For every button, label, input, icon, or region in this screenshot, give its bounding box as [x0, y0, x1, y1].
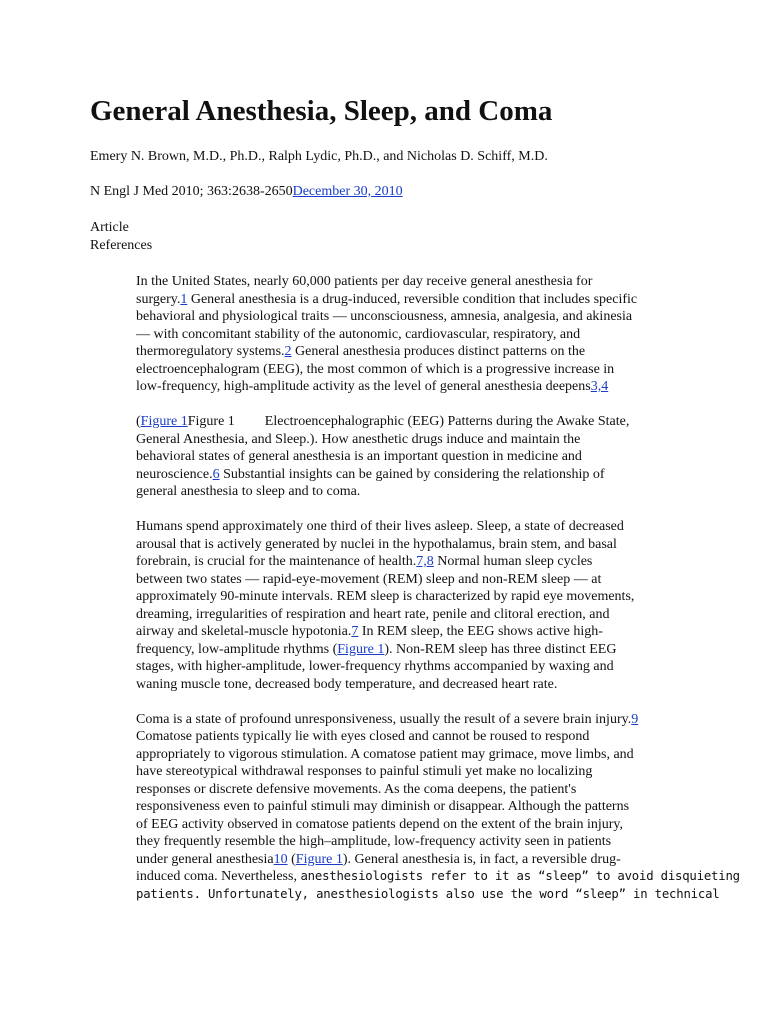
figure-1-link[interactable]: Figure 1	[140, 414, 188, 429]
text-run: neuroscience.	[136, 466, 213, 482]
text-run: airway and skeletal-muscle hypotonia.	[136, 624, 352, 639]
article-title: General Anesthesia, Sleep, and Coma	[90, 95, 553, 127]
text-run: General anesthesia produces distinct patterns on the	[291, 344, 586, 359]
text-line: Humans spend approximately one third of their lives asleep. Sleep, a state of decreased	[136, 519, 624, 534]
text-line	[136, 623, 688, 641]
text-line	[136, 851, 688, 869]
ref-link-6[interactable]: 6	[212, 466, 220, 482]
text-line: In the United States, nearly 60,000 patients per day receive general anesthesia for	[136, 274, 593, 289]
text-line	[136, 466, 688, 484]
text-line: Comatose patients typically lie with eyes closed and cannot be roused to respond	[136, 729, 590, 744]
text-line: of EEG activity observed in comatose patients depend on the extent of the brain injury,	[136, 816, 624, 832]
text-run: induced coma. Nevertheless,	[136, 869, 301, 884]
paragraph-2	[136, 413, 688, 501]
text-run: (	[136, 414, 141, 429]
ref-link-9[interactable]: 9	[631, 711, 639, 727]
text-line: stages, with higher-amplitude, lower-frequency rhythms accompanied by waxing and	[136, 659, 614, 674]
text-run: ). Non-REM sleep has three distinct EEG	[384, 641, 617, 657]
text-run: Coma is a state of profound unresponsiveness, usually the result of a severe brain injury.	[136, 711, 632, 727]
ref-link-10[interactable]: 10	[273, 851, 288, 867]
text-line	[136, 553, 688, 571]
text-run: low-frequency, high-amplitude activity as the level of general anesthesia deepens	[136, 379, 591, 394]
text-line: responsiveness even to painful stimuli may diminish or disappear. Although the patterns	[136, 799, 630, 814]
text-line	[136, 343, 688, 361]
text-line	[136, 711, 688, 729]
text-run: Normal human sleep cycles	[433, 554, 593, 569]
text-run: frequency, low-amplitude rhythms (	[136, 641, 338, 657]
text-line	[136, 378, 688, 396]
article-nav	[90, 219, 152, 254]
ref-link-2[interactable]: 2	[284, 344, 292, 359]
paragraph-3	[136, 518, 688, 693]
text-line: appropriately to vigorous stimulation. A comatose patient may grimace, move limbs, and	[136, 746, 634, 762]
paragraph-4	[136, 711, 740, 904]
text-line: patients. Unfortunately, anesthesiologists also use the word “sleep” in technical	[136, 886, 720, 901]
article-citation	[90, 183, 403, 201]
text-line	[136, 868, 740, 886]
ref-link-7[interactable]: 7	[351, 624, 359, 639]
ref-link-1[interactable]: 1	[180, 291, 188, 307]
text-line: dreaming, irregularities of respiration and heart rate, penile and clitoral erection, and	[136, 606, 610, 622]
figure-1-link[interactable]: Figure 1	[337, 641, 385, 657]
article-body	[136, 273, 740, 921]
text-run: (	[287, 851, 296, 867]
nav-article[interactable]: Article	[90, 220, 129, 235]
text-line: behavioral and physiological traits — unconsciousness, amnesia, analgesia, and akinesia	[136, 309, 633, 324]
text-line: arousal that is actively generated by nuclei in the hypothalamus, brain stem, and basal	[136, 536, 617, 552]
text-run: surgery.	[136, 291, 181, 307]
text-line: waning muscle tone, decreased body temperature, and decreased heart rate.	[136, 676, 558, 692]
text-run: forebrain, is crucial for the maintenance of health.	[136, 554, 417, 569]
text-run: ). General anesthesia is, in fact, a reversible drug-	[342, 851, 621, 867]
ref-link-3-4[interactable]: 3,4	[590, 379, 609, 394]
text-line: general anesthesia to sleep and to coma.	[136, 484, 361, 499]
journal-reference: N Engl J Med 2010; 363:2638-2650	[90, 184, 293, 199]
text-line: have stereotypical withdrawal responses to painful stimuli yet make no localizing	[136, 764, 593, 779]
text-line: between two states — rapid-eye-movement (REM) sleep and non-REM sleep — at	[136, 571, 602, 587]
text-line: General Anesthesia, and Sleep.). How anesthetic drugs induce and maintain the	[136, 431, 581, 447]
text-line: electroencephalogram (EEG), the most common of which is a progressive increase in	[136, 361, 615, 377]
publication-date-link[interactable]: December 30, 2010	[292, 184, 403, 199]
text-line: behavioral states of general anesthesia is an important question in medicine and	[136, 449, 582, 464]
text-run: In REM sleep, the EEG shows active high-	[358, 624, 603, 639]
text-line: approximately 90-minute intervals. REM sleep is characterized by rapid eye movements,	[136, 589, 635, 604]
text-run: thermoregulatory systems.	[136, 344, 285, 359]
text-line: they frequently resemble the high–amplitude, low-frequency activity seen in patients	[136, 834, 612, 849]
figure-label: Figure 1	[187, 414, 235, 429]
text-line: responses or discrete defensive movements. As the coma deepens, the patient's	[136, 781, 577, 797]
text-line: — with concomitant stability of the autonomic, cardiovascular, respiratory, and	[136, 326, 581, 342]
text-run: anesthesiologists refer to it as “sleep” to avoid disquieting	[300, 869, 740, 883]
paragraph-1	[136, 273, 688, 396]
text-line	[136, 413, 688, 431]
text-run: Substantial insights can be gained by considering the relationship of	[219, 466, 605, 482]
article-authors: Emery N. Brown, M.D., Ph.D., Ralph Lydic, Ph.D., and Nicholas D. Schiff, M.D.	[90, 149, 548, 164]
text-line	[136, 641, 688, 659]
nav-references[interactable]: References	[90, 237, 153, 253]
text-line	[136, 291, 688, 309]
ref-link-7-8[interactable]: 7,8	[416, 554, 434, 569]
text-run: under general anesthesia	[136, 851, 274, 867]
figure-1-link[interactable]: Figure 1	[295, 851, 343, 867]
text-run: General anesthesia is a drug-induced, reversible condition that includes specific	[187, 291, 638, 307]
figure-caption: Electroencephalographic (EEG) Patterns during the Awake State,	[264, 414, 630, 429]
